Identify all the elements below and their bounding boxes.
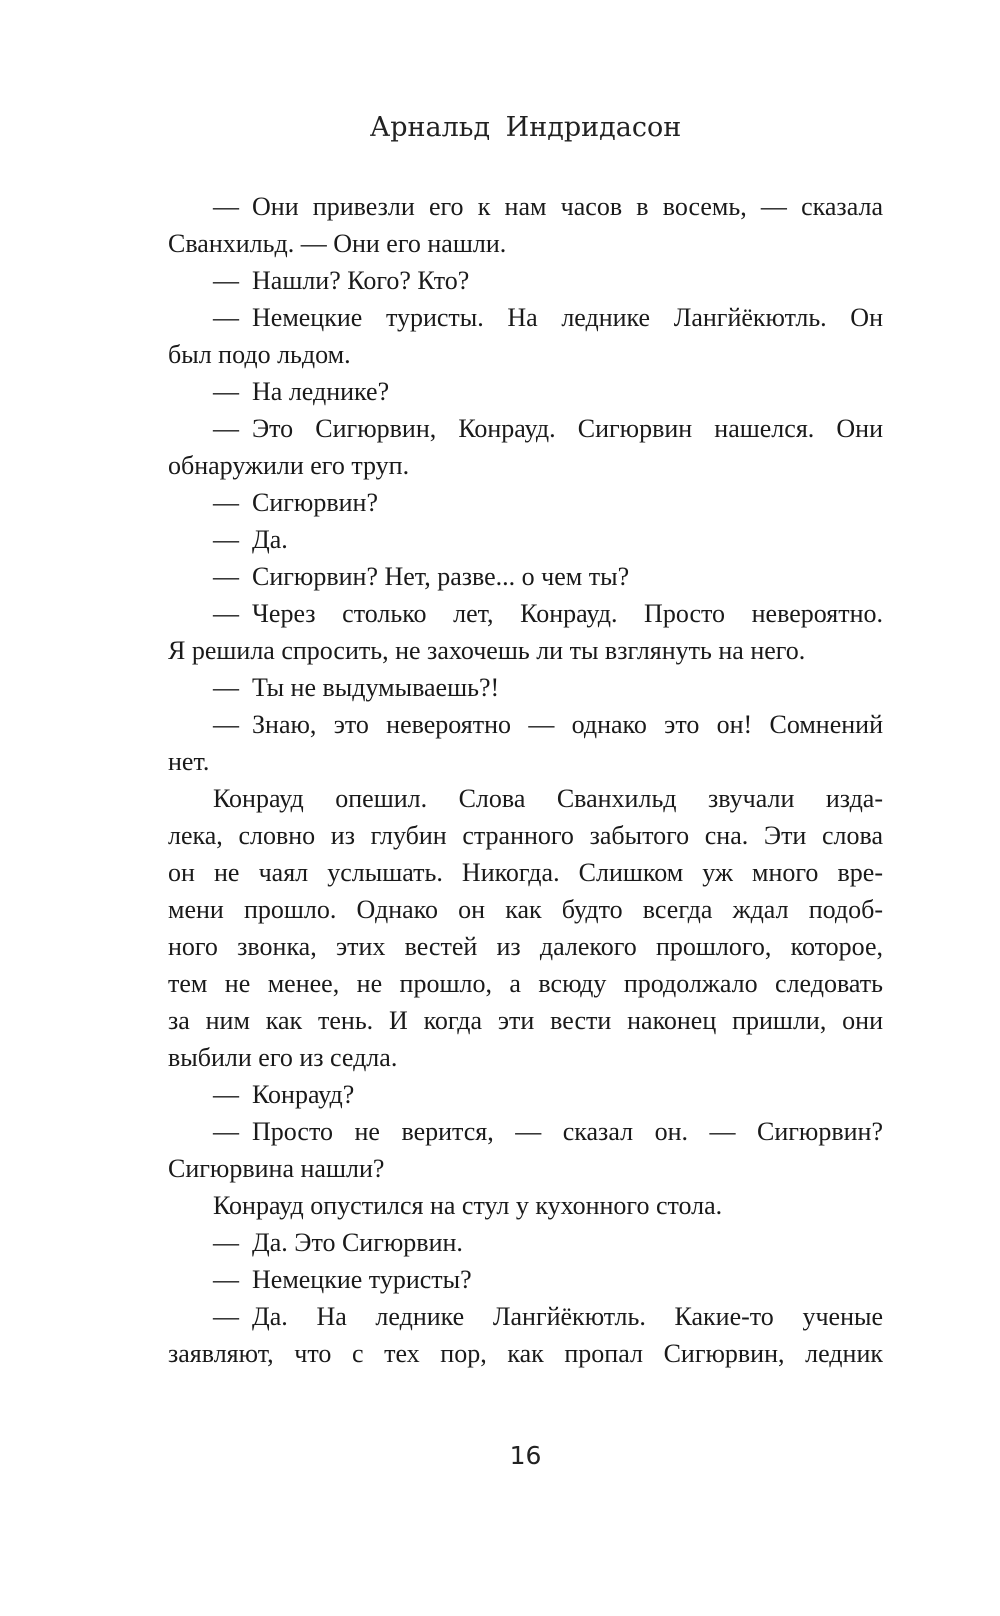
text-line: — Сигюрвин? Нет, разве... о чем ты? xyxy=(213,562,630,591)
text-line: обнаружили его труп. xyxy=(168,451,410,480)
text-line: — На леднике? xyxy=(213,377,390,406)
text-line: — Просто не верится, — сказал он. — Сигюрвин? xyxy=(213,1117,883,1146)
text-line: — Ты не выдумываешь?! xyxy=(213,673,500,702)
text-line: — Знаю, это невероятно — однако это он! Сомнений xyxy=(213,710,883,739)
text-line: — Сигюрвин? xyxy=(213,488,378,517)
running-head-author: Арнальд Индридасон xyxy=(369,112,682,143)
text-line: лека, словно из глубин странного забытого сна. Эти слова xyxy=(168,821,883,850)
text-line: Сванхильд. — Они его нашли. xyxy=(168,229,507,258)
text-line: тем не менее, не прошло, а всюду продолжало следовать xyxy=(168,969,883,998)
text-line: мени прошло. Однако он как будто всегда ждал подоб- xyxy=(168,895,883,924)
text-line: он не чаял услышать. Никогда. Слишком уж много вре- xyxy=(168,858,883,887)
text-line: нет. xyxy=(168,747,210,776)
text-line: Конрауд опустился на стул у кухонного стола. xyxy=(213,1191,723,1220)
page-number: 16 xyxy=(509,1441,542,1470)
text-line: выбили его из седла. xyxy=(168,1043,398,1072)
text-line: — Да. xyxy=(213,525,288,554)
text-line: заявляют, что с тех пор, как пропал Сигюрвин, ледник xyxy=(168,1339,883,1368)
text-line: — Конрауд? xyxy=(213,1080,355,1109)
text-line: Конрауд опешил. Слова Сванхильд звучали изда- xyxy=(213,784,883,813)
text-line: Сигюрвина нашли? xyxy=(168,1154,385,1183)
text-line: — Через столько лет, Конрауд. Просто невероятно. xyxy=(213,599,883,628)
text-line: — Это Сигюрвин, Конрауд. Сигюрвин нашелся. Они xyxy=(213,414,883,443)
text-line: — Немецкие туристы. На леднике Лангйёкютль. Он xyxy=(213,303,883,332)
text-line: Я решила спросить, не захочешь ли ты взглянуть на него. xyxy=(168,636,806,665)
text-line: — Немецкие туристы? xyxy=(213,1265,472,1294)
text-line: — Да. Это Сигюрвин. xyxy=(213,1228,463,1257)
text-line: — Да. На леднике Лангйёкютль. Какие-то ученые xyxy=(213,1302,883,1331)
text-line: — Нашли? Кого? Кто? xyxy=(213,266,470,295)
text-line: ного звонка, этих вестей из далекого прошлого, которое, xyxy=(168,932,883,961)
page-text-block xyxy=(168,188,883,1372)
text-line: за ним как тень. И когда эти вести наконец пришли, они xyxy=(168,1006,883,1035)
text-line: — Они привезли его к нам часов в восемь, — сказала xyxy=(213,192,883,221)
text-line: был подо льдом. xyxy=(168,340,351,369)
